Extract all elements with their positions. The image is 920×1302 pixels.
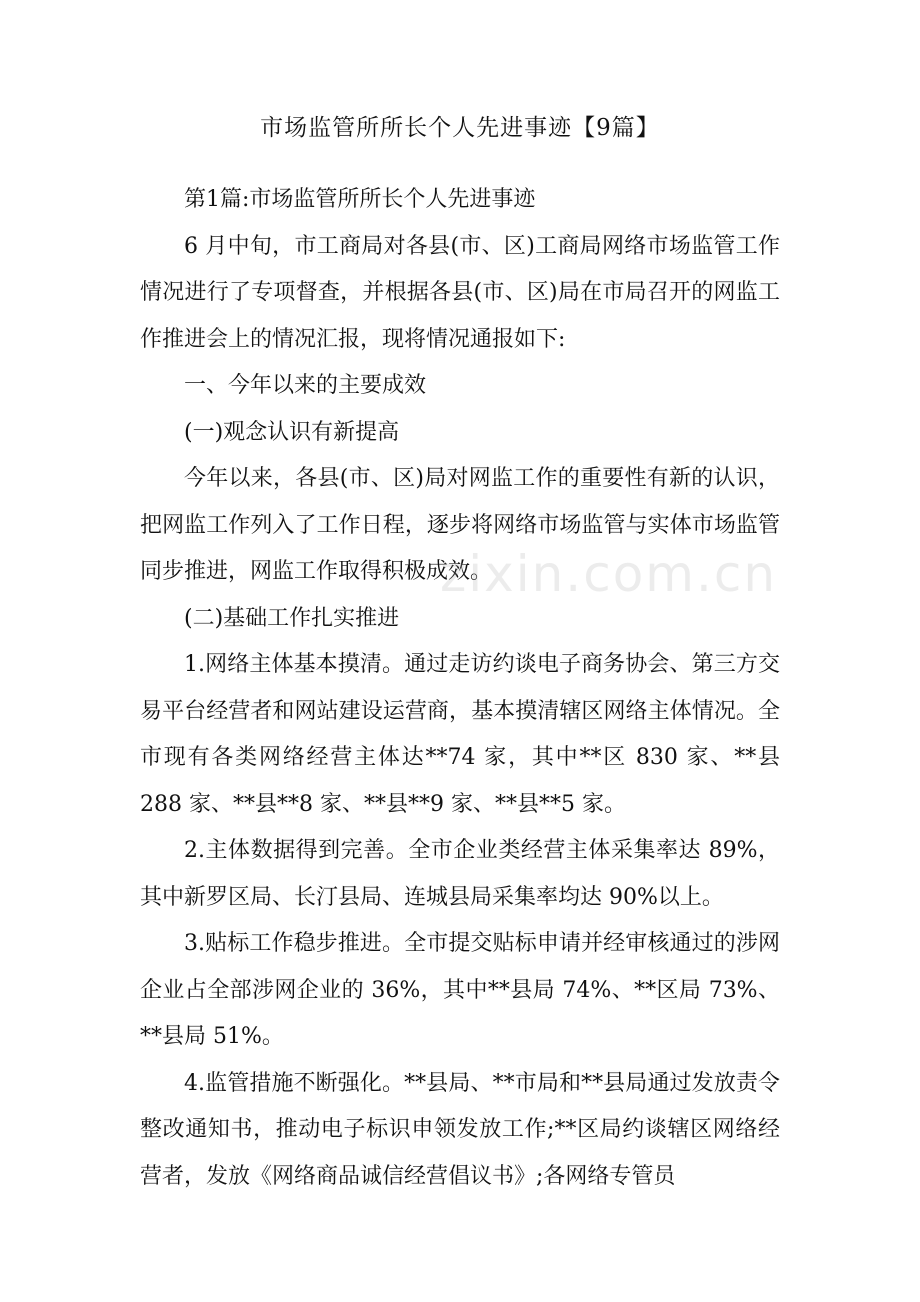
document-body (140, 177, 780, 1200)
section-heading-achievements: 一、今年以来的主要成效 (184, 373, 427, 398)
subsection-heading-foundation: (二)基础工作扎实推进 (184, 605, 400, 631)
paragraph-awareness: 今年以来，各县(市、区)局对网监工作的重要性有新的认识，把网监工作列入了工作日程，逐步将网络市场监管与实体市场监管同步推进，网监工作取得积极成效。 (140, 466, 780, 584)
watermark-text: zixin.com.cn (440, 545, 778, 603)
chapter-heading: 第1篇:市场监管所所长个人先进事迹 (184, 187, 536, 212)
paragraph-intro: 6 月中旬，市工商局对各县(市、区)工商局网络市场监管工作情况进行了专项督查，并根据各县(市、区)局在市局召开的网监工作推进会上的情况汇报，现将情况通报如下: (140, 233, 780, 352)
paragraph-item-4: 4.监管措施不断强化。**县局、**市局和**县局通过发放责令整改通知书，推动电子标识申领发放工作;**区局约谈辖区网络经营者，发放《网络商品诚信经营倡议书》;各网络专管员 (140, 1070, 780, 1189)
paragraph-item-2: 2.主体数据得到完善。全市企业类经营主体采集率达 89%，其中新罗区局、长汀县局、连城县局采集率均达 90%以上。 (140, 838, 780, 910)
paragraph-item-1: 1.网络主体基本摸清。通过走访约谈电子商务协会、第三方交易平台经营者和网站建设运营商，基本摸清辖区网络主体情况。全市现有各类网络经营主体达**74 家，其中**区 830 家、**县 288 家、**县**8 家、**县**9 家、**县**5 家。 (140, 652, 780, 817)
subsection-heading-awareness: (一)观念认识有新提高 (184, 419, 400, 445)
paragraph-item-3: 3.贴标工作稳步推进。全市提交贴标申请并经审核通过的涉网企业占全部涉网企业的 36%，其中**县局 74%、**区局 73%、**县局 51%。 (140, 931, 780, 1049)
document-title: 市场监管所所长个人先进事迹【9篇】 (260, 115, 660, 141)
